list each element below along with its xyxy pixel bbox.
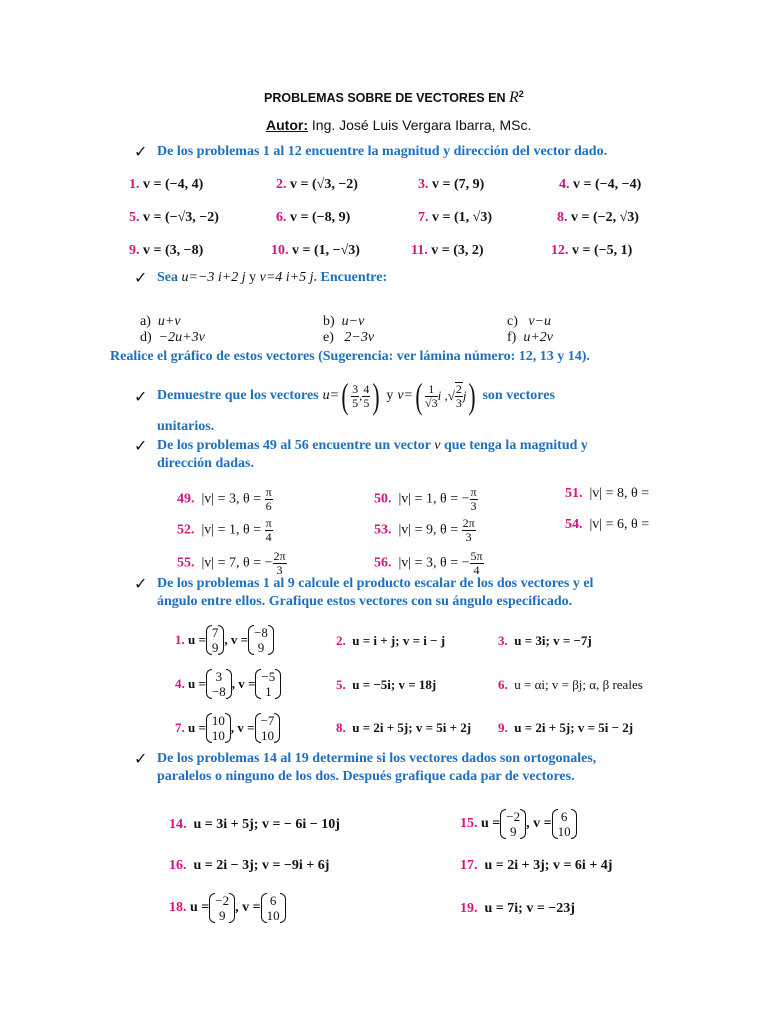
checkmark-icon: ✓ [134,387,148,406]
problem-2: 2. v = (√3, −2) [276,177,358,192]
problem-10: 10. v = (1, −√3) [271,243,360,258]
problem-55: 55. |v| = 7, θ = − $\frac{2\pi}{3}$ [177,549,286,577]
op-e: e) 2−3v [323,330,375,345]
problem-49: 49. |v| = 3, θ = $\frac{\pi}{6}$ [177,485,272,513]
page-title [264,89,524,107]
sec4-instruction-line2: dirección dadas. [157,456,254,471]
author-line [266,117,531,133]
problem-50: 50. |v| = 1, θ = − $\frac{\pi}{3}$ [374,485,477,513]
author-label: Autor: [266,117,308,133]
problem-11: 11. v = (3, 2) [411,243,484,258]
problem-54: 54. |v| = 6, θ = [565,517,650,532]
sec1-instruction: De los problemas 1 al 12 encuentre la magnitud y dirección del vector dado. [157,144,608,159]
title-r: R [508,89,519,107]
title-sup: 2 [518,89,524,99]
problem-2b: 2. u = i + j; v = i − j [336,633,446,648]
sec5-instruction-line1: De los problemas 1 al 9 calcule el producto escalar de los dos vectores y el [157,576,594,591]
problem-15: 15. u = −2 9 , v = 6 10 [460,804,577,844]
problem-8b: 8. u = 2i + 5j; v = 5i + 2j [336,720,472,735]
problem-51: 51. |v| = 8, θ = [565,486,650,501]
sec3-unitarios: unitarios. [157,419,215,434]
problem-7: 7. v = (1, √3) [418,210,492,225]
checkmark-icon: ✓ [134,436,148,455]
op-a: a) u+v [140,314,181,329]
problem-19: 19. u = 7i; v = −23j [460,901,575,916]
problem-5b: 5. u = −5i; v = 18j [336,677,437,692]
problem-6b: 6. u = αi; v = βj; α, β reales [498,677,643,692]
problem-12: 12. v = (−5, 1) [551,243,633,258]
checkmark-icon: ✓ [134,749,148,768]
checkmark-icon: ✓ [134,142,148,161]
problem-1: 1. v = (−4, 4) [129,177,204,192]
problem-5: 5. v = (−√3, −2) [129,210,219,225]
sec6-instruction-line1: De los problemas 14 al 19 determine si los vectores dados son ortogonales, [157,751,597,766]
problem-m4: 4. u = 3 −8 , v = −5 1 [175,666,281,702]
op-c: c) v−u [507,314,552,329]
sec6-instruction-line2: paralelos o ninguno de los dos. Después grafique cada par de vectores. [157,769,575,784]
checkmark-icon: ✓ [134,268,148,287]
problem-53: 53. |v| = 9, θ = $\frac{2\pi}{3}$ [374,516,475,544]
problem-3b: 3. u = 3i; v = −7j [498,633,592,648]
u-definition: u=−3 i+2 j [181,270,246,285]
sec3-unit-vectors: Demuestre que los vectores u= ( $\frac{3}{5}$ , $\frac{4}{5}$ ) y v= ( $\frac{1}{√3}$ i , √ $\frac{2}{3}$ j ) son vectores [157,376,555,416]
problem-9b: 9. u = 2i + 5j; v = 5i − 2j [498,720,634,735]
sec5-instruction-line2: ángulo entre ellos. Grafique estos vectores con su ángulo especificado. [157,594,573,609]
v-definition: v=4 i+5 j [259,270,314,285]
problem-6: 6. v = (−8, 9) [276,210,351,225]
problem-m7: 7. u = 10 10 , v = −7 10 [175,710,280,746]
problem-18: 18. u = −2 9 , v = 6 10 [169,888,286,928]
sec4-instruction-line1: De los problemas 49 al 56 encuentre un vector v que tenga la magnitud y [157,438,588,453]
sec2-instruction: Sea u=−3 i+2 j y v=4 i+5 j. Encuentre: [157,270,388,285]
problem-17: 17. u = 2i + 3j; v = 6i + 4j [460,858,613,873]
problem-14: 14. u = 3i + 5j; v = − 6i − 10j [169,817,340,832]
title-text: PROBLEMAS SOBRE DE VECTORES EN [264,91,506,106]
author-name: Ing. José Luis Vergara Ibarra, MSc. [308,117,532,133]
op-d: d) −2u+3v [140,330,205,345]
problem-52: 52. |v| = 1, θ = $\frac{\pi}{4}$ [177,516,272,544]
problem-16: 16. u = 2i − 3j; v = −9i + 6j [169,858,330,873]
problem-56: 56. |v| = 3, θ = − $\frac{5\pi}{4}$ [374,549,483,577]
sec2-graph-note: Realice el gráfico de estos vectores (Sugerencia: ver lámina número: 12, 13 y 14). [110,349,590,364]
op-f: f) u+2v [507,330,553,345]
checkmark-icon: ✓ [134,574,148,593]
op-b: b) u−v [323,314,365,329]
problem-3: 3. v = (7, 9) [418,177,485,192]
problem-4: 4. v = (−4, −4) [559,177,642,192]
problem-9: 9. v = (3, −8) [129,243,204,258]
problem-8: 8. v = (−2, √3) [557,210,639,225]
problem-m1: 1. u = 7 9 , v = −8 9 [175,622,274,658]
